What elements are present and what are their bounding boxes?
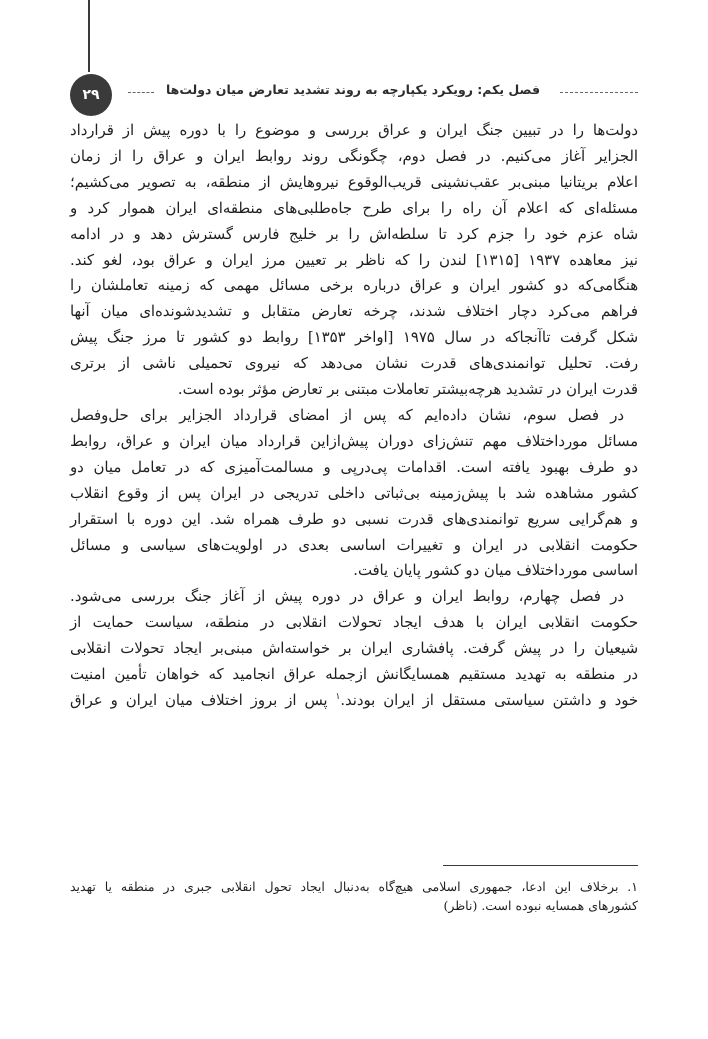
text-segment: پس از بروز اختلاف میان ایران و عراق [70, 691, 328, 709]
header-dash-left [128, 92, 154, 93]
text-segment: خود و داشتن سیاستی مستقل از ایران بودند. [340, 691, 639, 709]
text-line: اعلام بریتانیا مبنی‌بر عقب‌نشینی قریب‌الوقوع نیروهایش از منطقه، به تصویر می‌کشیم؛ [70, 173, 638, 191]
text-line: در فصل چهارم، روابط ایران و عراق در دوره پیش از آغاز جنگ بررسی می‌شود. [70, 588, 624, 606]
text-line: شیعیان را در پیش گرفت. پافشاری ایران بر خواسته‌اش مبنی‌بر ایجاد تحولات انقلابی [70, 640, 638, 658]
text-line: فراهم می‌کرد دچار اختلاف شدند، چرخه تعارض متقابل و تشدیدشونده‌ای میان آنها [70, 303, 638, 321]
text-line: در فصل سوم، نشان داده‌ایم که پس از امضای قرارداد الجزایر برای حل‌وفصل [70, 406, 624, 424]
footnote-line: ۱. برخلاف این ادعا، جمهوری اسلامی هیچ‌گاه به‌دنبال ایجاد تحول انقلابی جبری در منطقه یا تهدید [70, 879, 638, 894]
text-line: مسائل مورداختلاف مهم تنش‌زای دوران پیش‌ازاین قرارداد میان ایران و عراق، روابط [70, 432, 638, 450]
header-dash-right [560, 92, 638, 93]
text-line: دولت‌ها را در تبیین جنگ ایران و عراق بررسی و موضوع را با دوره پیش از قرارداد [70, 122, 638, 139]
text-line: الجزایر آغاز می‌کنیم. در فصل دوم، چگونگی روند روابط ایران و عراق را از زمان [70, 147, 638, 165]
text-line: دو طرف بهبود یافته است. اقدامات پی‌درپی و مسالمت‌آمیزی که در تعامل میان دو [70, 458, 638, 476]
text-line: شاه عزم خود را جزم کرد تا سلطه‌اش را بر خلیج فارس گسترش دهد و در ادامه [70, 225, 638, 243]
text-line: رفت. تحلیل توانمندی‌های قدرت نشان می‌دهد که نیروی تحمیلی ناشی از برتری [70, 355, 638, 373]
text-line: مسئله‌ای که اعلام آن راه را برای طرح جاه‌طلبی‌های منطقه‌ای ایران هموار کرد و [70, 199, 638, 217]
page-number-badge: ۲۹ [70, 74, 112, 116]
footnote [70, 877, 638, 915]
body-text [70, 118, 638, 714]
text-line: حکومت انقلابی ایران با هدف ایجاد تحولات انقلابی در منطقه، سیاست حمایت از [70, 614, 638, 632]
paragraph-3 [70, 584, 638, 714]
paragraph-1 [70, 118, 638, 403]
text-line: حکومت انقلابی در ایران و تغییرات اساسی بعدی در اولویت‌های سیاسی و مسائل [70, 536, 638, 554]
footnote-line: کشورهای همسایه نبوده است. (ناظر) [443, 898, 638, 913]
text-line: اساسی مورداختلاف میان دو کشور پایان یافت. [353, 562, 638, 580]
text-line: قدرت ایران در تشدید هرچه‌بیشتر تعاملات مبتنی بر تعارض مؤثر بوده است. [177, 381, 638, 399]
text-line: در منطقه به تهدید مستقیم همسایگانش ازجمله عراق انجامید که خواهان تأمین امنیت [70, 666, 638, 684]
paragraph-2 [70, 403, 638, 584]
text-line: کشور مشاهده شد با پیش‌زمینه بی‌ثباتی داخلی تدریجی در ایران پس از وقوع انقلاب [70, 484, 638, 502]
text-line: هنگامی‌که دو کشور ایران و عراق درباره برخی مسائل مهمی که زمینه تعاملشان را [70, 277, 638, 295]
text-line: و هم‌گرایی سریع توانمندی‌های قدرت نسبی دو طرف همراه شد. این دوره با استقرار [70, 510, 638, 528]
text-line [70, 688, 638, 714]
running-header-title: فصل یکم: رویکرد یکپارچه به روند تشدید تعارض میان دولت‌ها [165, 82, 541, 97]
page-spine-line [88, 0, 90, 72]
text-line: نیز معاهده ۱۹۳۷ [۱۳۱۵] لندن را که ناظر بر تعیین مرز ایران و عراق بود، لغو کند. [70, 251, 638, 269]
footnote-marker: ۱ [335, 692, 341, 703]
footnote-divider [443, 865, 638, 866]
running-header [70, 78, 638, 108]
text-line: شکل گرفت تاآنجاکه در سال ۱۹۷۵ [اواخر ۱۳۵۳] روابط دو کشور تا مرز جنگ پیش [70, 329, 639, 347]
